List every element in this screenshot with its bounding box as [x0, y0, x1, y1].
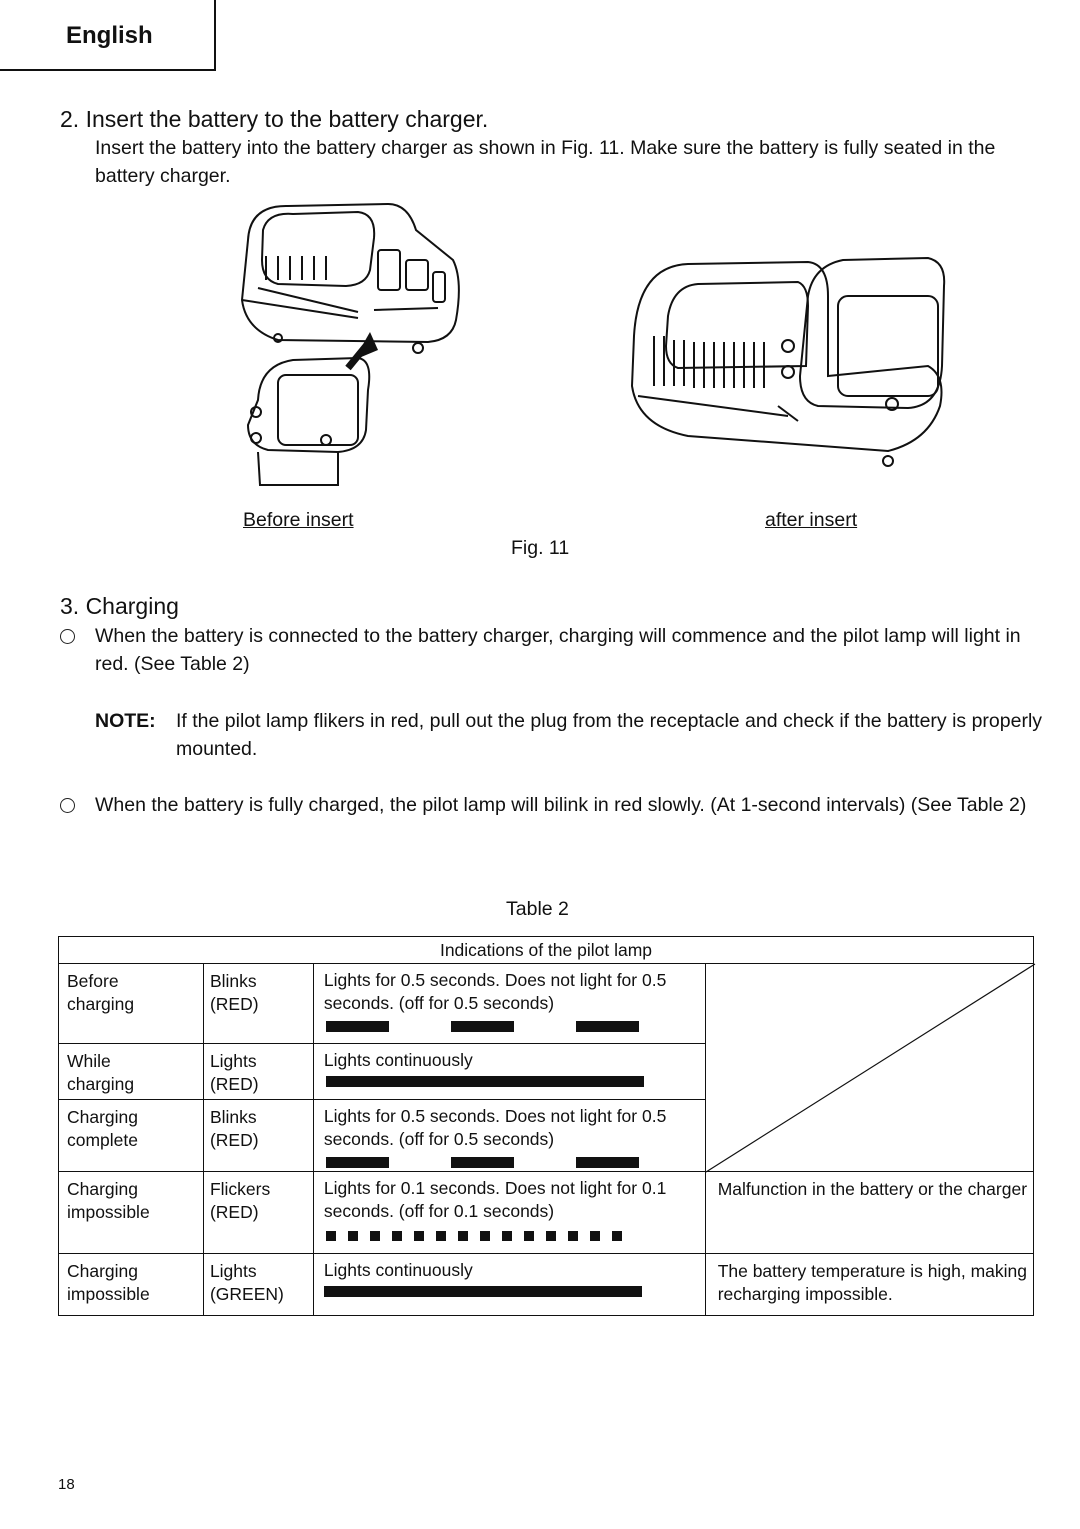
page-number: 18 [58, 1476, 75, 1493]
row-state: Charging complete [67, 1107, 139, 1150]
row-description: Lights continuously [323, 1050, 473, 1070]
charging-bullet-2: When the battery is fully charged, the pilot lamp will bilink in red slowly. (At 1-second intervals) (See Table 2) [95, 794, 1027, 816]
figure-label-after-insert: after insert [765, 509, 858, 531]
language-label: English [66, 22, 153, 49]
row-remark: Malfunction in the battery or the charger [717, 1179, 1028, 1199]
table-title: Table 2 [506, 898, 569, 920]
row-lamp: Lights (GREEN) [209, 1261, 284, 1304]
row-state: Charging impossible [67, 1261, 150, 1304]
charger-before-insert-illustration [238, 200, 468, 490]
note-text: If the pilot lamp flikers in red, pull out the plug from the receptacle and check if the battery is properly mounted. [176, 710, 1043, 760]
bullet-circle-icon [60, 798, 75, 813]
row-description: Lights for 0.5 seconds. Does not light for 0.5 seconds. (off for 0.5 seconds) [323, 1106, 667, 1149]
charging-bullet-1: When the battery is connected to the battery charger, charging will commence and the pilot lamp will light in red. (See Table 2) [95, 625, 1021, 675]
figure-label-before-insert: Before insert [243, 509, 354, 531]
empty-cell-diagonal [706, 964, 1035, 1172]
figure-caption: Fig. 11 [511, 537, 570, 559]
note-label: NOTE: [95, 710, 156, 732]
row-lamp: Blinks (RED) [209, 1107, 259, 1150]
row-description: Lights for 0.5 seconds. Does not light for 0.5 seconds. (off for 0.5 seconds) [323, 970, 667, 1013]
continuous-pattern [326, 1076, 644, 1087]
flicker-pattern [326, 1231, 705, 1241]
row-state: Charging impossible [67, 1179, 150, 1222]
row-lamp: Flickers (RED) [209, 1179, 271, 1222]
section-2-body: Insert the battery into the battery charger as shown in Fig. 11. Make sure the battery is fully seated in the battery charger. [95, 137, 996, 187]
row-remark: The battery temperature is high, making recharging impossible. [717, 1261, 1028, 1304]
blink-pattern [326, 1021, 705, 1032]
row-lamp: Lights (RED) [209, 1051, 259, 1094]
row-lamp: Blinks (RED) [209, 971, 259, 1014]
bullet-circle-icon [60, 629, 75, 644]
section-3-heading: 3. Charging [60, 593, 179, 619]
blink-pattern [326, 1157, 705, 1168]
row-state: Before charging [67, 971, 135, 1014]
row-description: Lights for 0.1 seconds. Does not light for 0.1 seconds. (off for 0.1 seconds) [323, 1178, 667, 1221]
continuous-pattern [324, 1286, 642, 1297]
section-2-heading: 2. Insert the battery to the battery charger. [60, 106, 489, 132]
row-description: Lights continuously [323, 1260, 473, 1280]
table-row [59, 964, 1034, 1044]
table-header: Indications of the pilot lamp [59, 937, 1034, 964]
row-state: While charging [67, 1051, 135, 1094]
charger-after-insert-illustration [628, 256, 948, 471]
table-row [59, 1254, 1034, 1316]
language-tab [0, 0, 216, 71]
pilot-lamp-table [58, 936, 1034, 1316]
table-row [59, 1172, 1034, 1254]
